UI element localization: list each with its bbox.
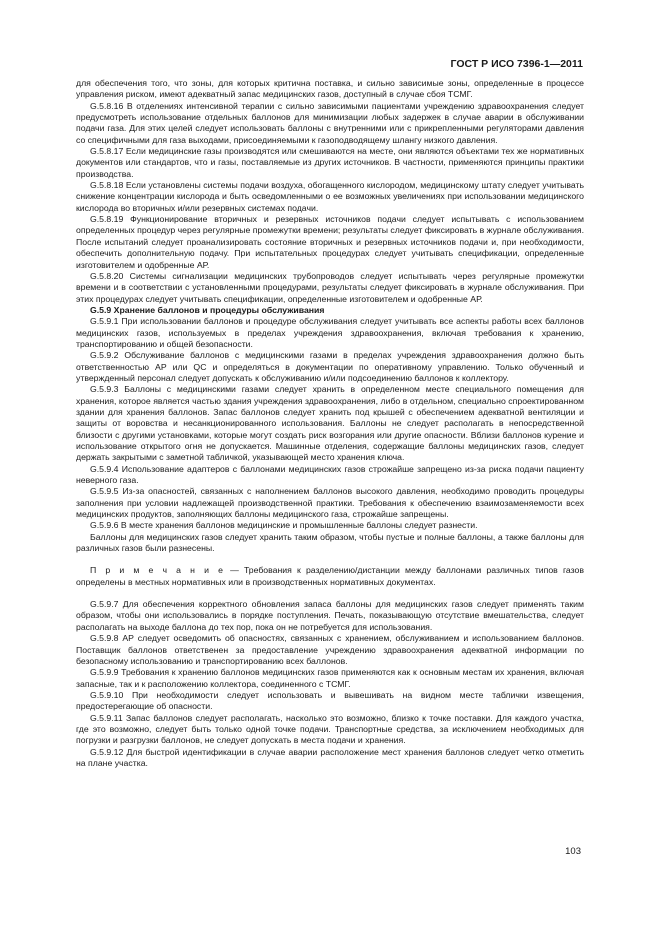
section-heading: G.5.9 Хранение баллонов и процедуры обслуживания [90,304,325,315]
paragraph: G.5.9.2 Обслуживание баллонов с медицинскими газами в пределах учреждения здравоохранения должно быть ответственностью АР или QC и определяться в документации по оперативному управлению. Только обученный и утвержденный персонал следует допускать к обслуживанию и/или подсоединению баллонов к коллектору. [76,350,584,383]
paragraph: G.5.9.9 Требования к хранению баллонов медицинских газов применяются как к основным местам их хранения, включая запасные, так и к расположению коллектора, соединенного с ТСМГ. [76,667,584,689]
note [76,565,584,588]
paragraph: G.5.9.1 При использовании баллонов и процедуре обслуживания следует учитывать все аспекты работы всех баллонов медицинских газов, используемых в пределах учреждения здравоохранения, включая требования к хранению, транспортированию и общей безопасности. [76,316,584,349]
paragraph: Баллоны для медицинских газов следует хранить таким образом, чтобы пустые и полные баллоны, а также баллоны для различных газов были разнесены. [76,531,584,554]
paragraph: G.5.9.8 АР следует осведомить об опасностях, связанных с хранением, обслуживанием и использованием баллонов. Поставщик баллонов ответственен за предоставление учреждению здравоохранения адекватной информации по безопасному использованию и транспортированию всех баллонов. [76,633,584,666]
paragraph: для обеспечения того, что зоны, для которых критична поставка, и сильно зависимые зоны, определенные в процессе управления риском, имеют адекватный запас медицинских газов, доступный в случае сбоя ТСМГ. [76,78,584,100]
paragraph: G.5.8.20 Системы сигнализации медицинских трубопроводов следует испытывать через регулярные промежутки времени и в соответствии с установленными процедурами, результаты следует фиксировать в журнале обслуживания. При этих процедурах следует учитывать спецификации, определенные изготовителем и одобренные АР. [76,270,584,304]
paragraph: G.5.9.6 В месте хранения баллонов медицинские и промышленные баллоны следует разнести. [90,520,478,531]
paragraph: G.5.9.7 Для обеспечения корректного обновления запаса баллоны для медицинских газов следует применять таким образом, чтобы они использовались в порядке поступления. Печать, показывающую отсутствие вмешательства, следует располагать на выходе баллона до тех пор, пока он не потребуется для использования. [76,599,584,632]
note-label: П р и м е ч а н и е [90,565,225,576]
paragraph: G.5.8.17 Если медицинские газы производятся или смешиваются на месте, они являются объектами тех же нормативных документов или стандартов, что и газы, поставляемые из других источников. В частности, применяются принципы практики производства. [76,146,584,179]
page-header-standard-number: ГОСТ Р ИСО 7396-1—2011 [450,58,583,70]
paragraph: G.5.9.4 Использование адаптеров с баллонами медицинских газов строжайше запрещено из-за риска подачи пациенту неверного газа. [76,463,584,486]
page-number: 103 [565,846,581,857]
paragraph: G.5.8.18 Если установлены системы подачи воздуха, обогащенного кислородом, медицинскому штату следует учитывать снижение концентрации кислорода и быть осведомленными о ее возможных увеличениях при использовании медицинского кислорода во вторичных и/или резервных системах подачи. [76,180,584,213]
paragraph: G.5.9.11 Запас баллонов следует располагать, насколько это возможно, близко к точке поставки. Для каждого участка, где это возможно, следует быть только одной точке подачи. Транспортные средства, за исключением необходимых для погрузки и разгрузки баллонов, не следует допускать в места подачи и хранения. [76,712,584,746]
paragraph: G.5.9.3 Баллоны с медицинскими газами следует хранить в определенном месте специального помещения для хранения, которое является частью здания учреждения здравоохранения, либо в отдельном, специально спроектированном здании для хранения баллонов. Запас баллонов следует хранить под крышей с обеспечением адекватной вентиляции и защиты от воровства и несанкционированного использования. Баллоны не следует располагать в непосредственной близости с другими установками, которые могут создать риск возгорания или другие опасности. Вблизи баллонов курение и использование открытого огня не допускается. Машинные отделения, содержащие баллоны медицинских газов, следует держать закрытыми с заметной табличкой, указывающей место хранения ключа. [76,384,584,463]
body-text [76,78,584,769]
paragraph: G.5.8.19 Функционирование вторичных и резервных источников подачи следует испытывать с использованием определенных процедур через регулярные промежутки времени; результаты следует фиксировать в журнале обслуживания. После испытаний следует проанализировать состояние вторичных и резервных источников подачи и, при необходимости, обеспечить дополнительную подачу. При испытательных процедурах следует учитывать спецификации, определенные изготовителем и одобренные АР. [76,214,584,270]
paragraph: G.5.9.10 При необходимости следует использовать и вывешивать на видном месте таблички извещения, предостерегающие об опасности. [76,689,584,712]
paragraph: G.5.9.12 Для быстрой идентификации в случае аварии расположение мест хранения баллонов следует четко отметить на плане участка. [76,746,584,768]
paragraph: G.5.8.16 В отделениях интенсивной терапии с сильно зависимыми пациентами учреждению здравоохранения следует предусмотреть использование отдельных баллонов для минимизации любых задержек в случае аварии в обслуживании подачи газа. Для этих целей следует использовать баллоны с внутренними или с прикрепленными регуляторами давления со специфичными для газа выходами, присоединяемыми к газоподводящему шлангу низкого давления. [76,100,584,145]
note-text: — Требования к разделению/дистанции между баллонами различных типов газов определены в местных нормативных или в производственных нормативных документах. [76,565,584,587]
paragraph: G.5.9.5 Из-за опасностей, связанных с наполнением баллонов высокого давления, необходимо проводить процедуры заполнения при условии надлежащей производственной практики. Требования к обеспечению взаимозаменяемости всех медицинских продуктов, заполняющих баллоны медицинского газа, строжайше запрещены. [76,486,584,520]
